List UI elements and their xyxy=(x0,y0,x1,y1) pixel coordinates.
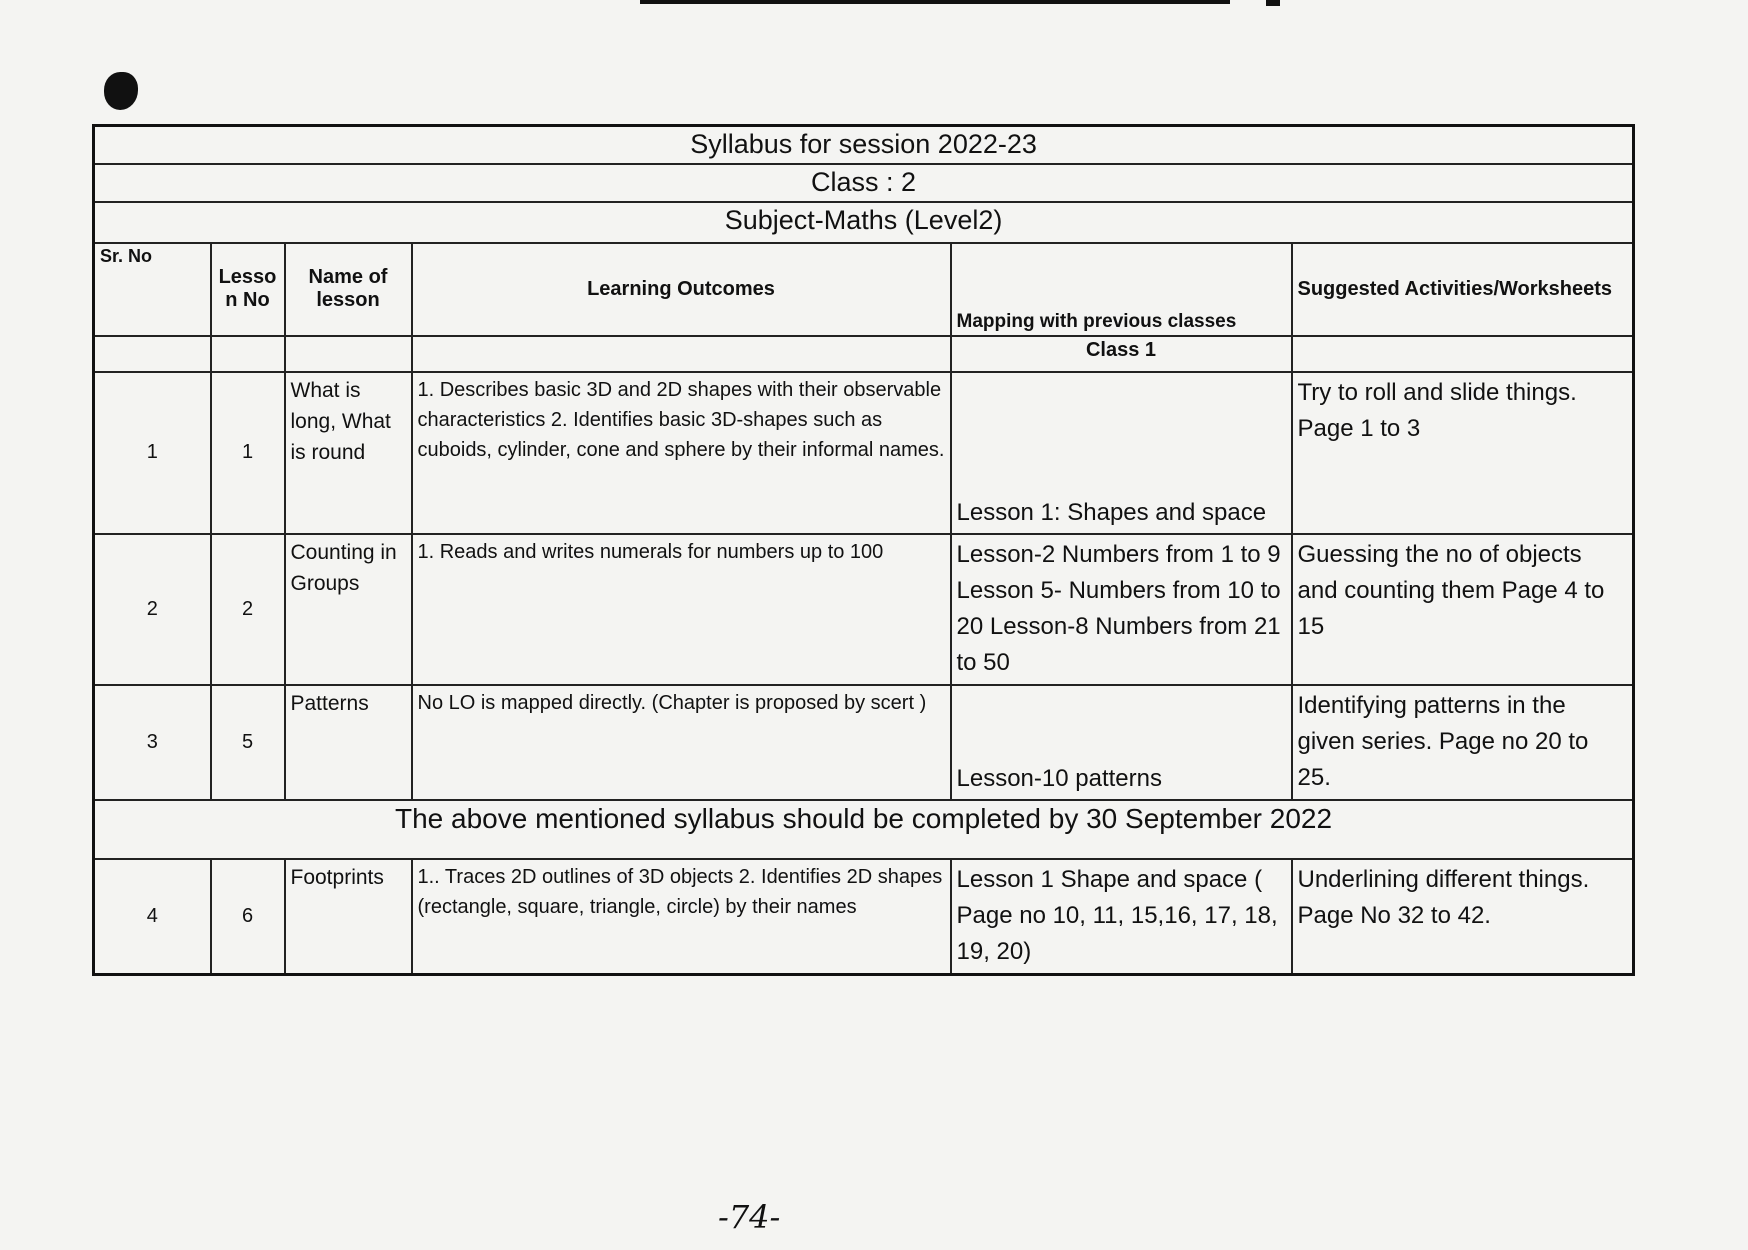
row-learning-outcomes: 1.. Traces 2D outlines of 3D objects 2. Identifies 2D shapes (rectangle, square, triangle, circle) by their names xyxy=(412,859,951,975)
row-mapping: Lesson-2 Numbers from 1 to 9 Lesson 5- Numbers from 10 to 20 Lesson-8 Numbers from 21 to 50 xyxy=(951,534,1292,686)
row-activities: Identifying patterns in the given series. Page no 20 to 25. xyxy=(1292,685,1634,800)
row-lesson-no: 1 xyxy=(211,372,285,534)
subheader-empty xyxy=(1292,336,1634,372)
subject-row xyxy=(94,202,1634,242)
class-label: Class : 2 xyxy=(94,164,1634,202)
subject-label: Subject-Maths (Level2) xyxy=(94,202,1634,242)
row-sr-no: 3 xyxy=(94,685,211,800)
row-mapping: Lesson-10 patterns xyxy=(951,685,1292,800)
row-lesson-name: Counting in Groups xyxy=(285,534,412,686)
row-lesson-name: Footprints xyxy=(285,859,412,975)
header-mapping: Mapping with previous classes xyxy=(951,243,1292,336)
class-row xyxy=(94,164,1634,202)
row-activities: Guessing the no of objects and counting them Page 4 to 15 xyxy=(1292,534,1634,686)
row-sr-no: 2 xyxy=(94,534,211,686)
row-lesson-no: 2 xyxy=(211,534,285,686)
header-lesson-no: Lesso n No xyxy=(211,243,285,336)
row-sr-no: 4 xyxy=(94,859,211,975)
row-activities: Underlining different things. Page No 32 to 42. xyxy=(1292,859,1634,975)
title-row xyxy=(94,126,1634,164)
row-lesson-name: What is long, What is round xyxy=(285,372,412,534)
subheader-row xyxy=(94,336,1634,372)
subheader-empty xyxy=(94,336,211,372)
row-lesson-name: Patterns xyxy=(285,685,412,800)
row-learning-outcomes: 1. Describes basic 3D and 2D shapes with their observable characteristics 2. Identifies basic 3D-shapes such as cuboids, cylinder, cone and sphere by their informal names. xyxy=(412,372,951,534)
header-name-of-lesson: Name of lesson xyxy=(285,243,412,336)
scan-top-edge-mark xyxy=(1266,0,1280,6)
header-activities: Suggested Activities/Worksheets xyxy=(1292,243,1634,336)
table-row xyxy=(94,685,1634,800)
row-learning-outcomes: No LO is mapped directly. (Chapter is proposed by scert ) xyxy=(412,685,951,800)
subheader-empty xyxy=(211,336,285,372)
subheader-empty xyxy=(285,336,412,372)
row-mapping: Lesson 1 Shape and space ( Page no 10, 11, 15,16, 17, 18, 19, 20) xyxy=(951,859,1292,975)
syllabus-title: Syllabus for session 2022-23 xyxy=(94,126,1634,164)
page-number: -74- xyxy=(718,1198,781,1236)
completion-note-row xyxy=(94,800,1634,859)
row-mapping: Lesson 1: Shapes and space xyxy=(951,372,1292,534)
row-lesson-no: 5 xyxy=(211,685,285,800)
subheader-mapping-class: Class 1 xyxy=(951,336,1292,372)
header-learning-outcomes: Learning Outcomes xyxy=(412,243,951,336)
syllabus-table xyxy=(92,124,1635,976)
header-sr-no: Sr. No xyxy=(94,243,211,336)
subheader-empty xyxy=(412,336,951,372)
row-activities: Try to roll and slide things. Page 1 to 3 xyxy=(1292,372,1634,534)
completion-note: The above mentioned syllabus should be completed by 30 September 2022 xyxy=(94,800,1634,859)
table-row xyxy=(94,859,1634,975)
row-sr-no: 1 xyxy=(94,372,211,534)
table-row xyxy=(94,372,1634,534)
header-row xyxy=(94,243,1634,336)
punch-hole-mark xyxy=(104,72,138,110)
table-row xyxy=(94,534,1634,686)
row-learning-outcomes: 1. Reads and writes numerals for numbers up to 100 xyxy=(412,534,951,686)
row-lesson-no: 6 xyxy=(211,859,285,975)
scan-top-edge-line xyxy=(640,0,1230,4)
